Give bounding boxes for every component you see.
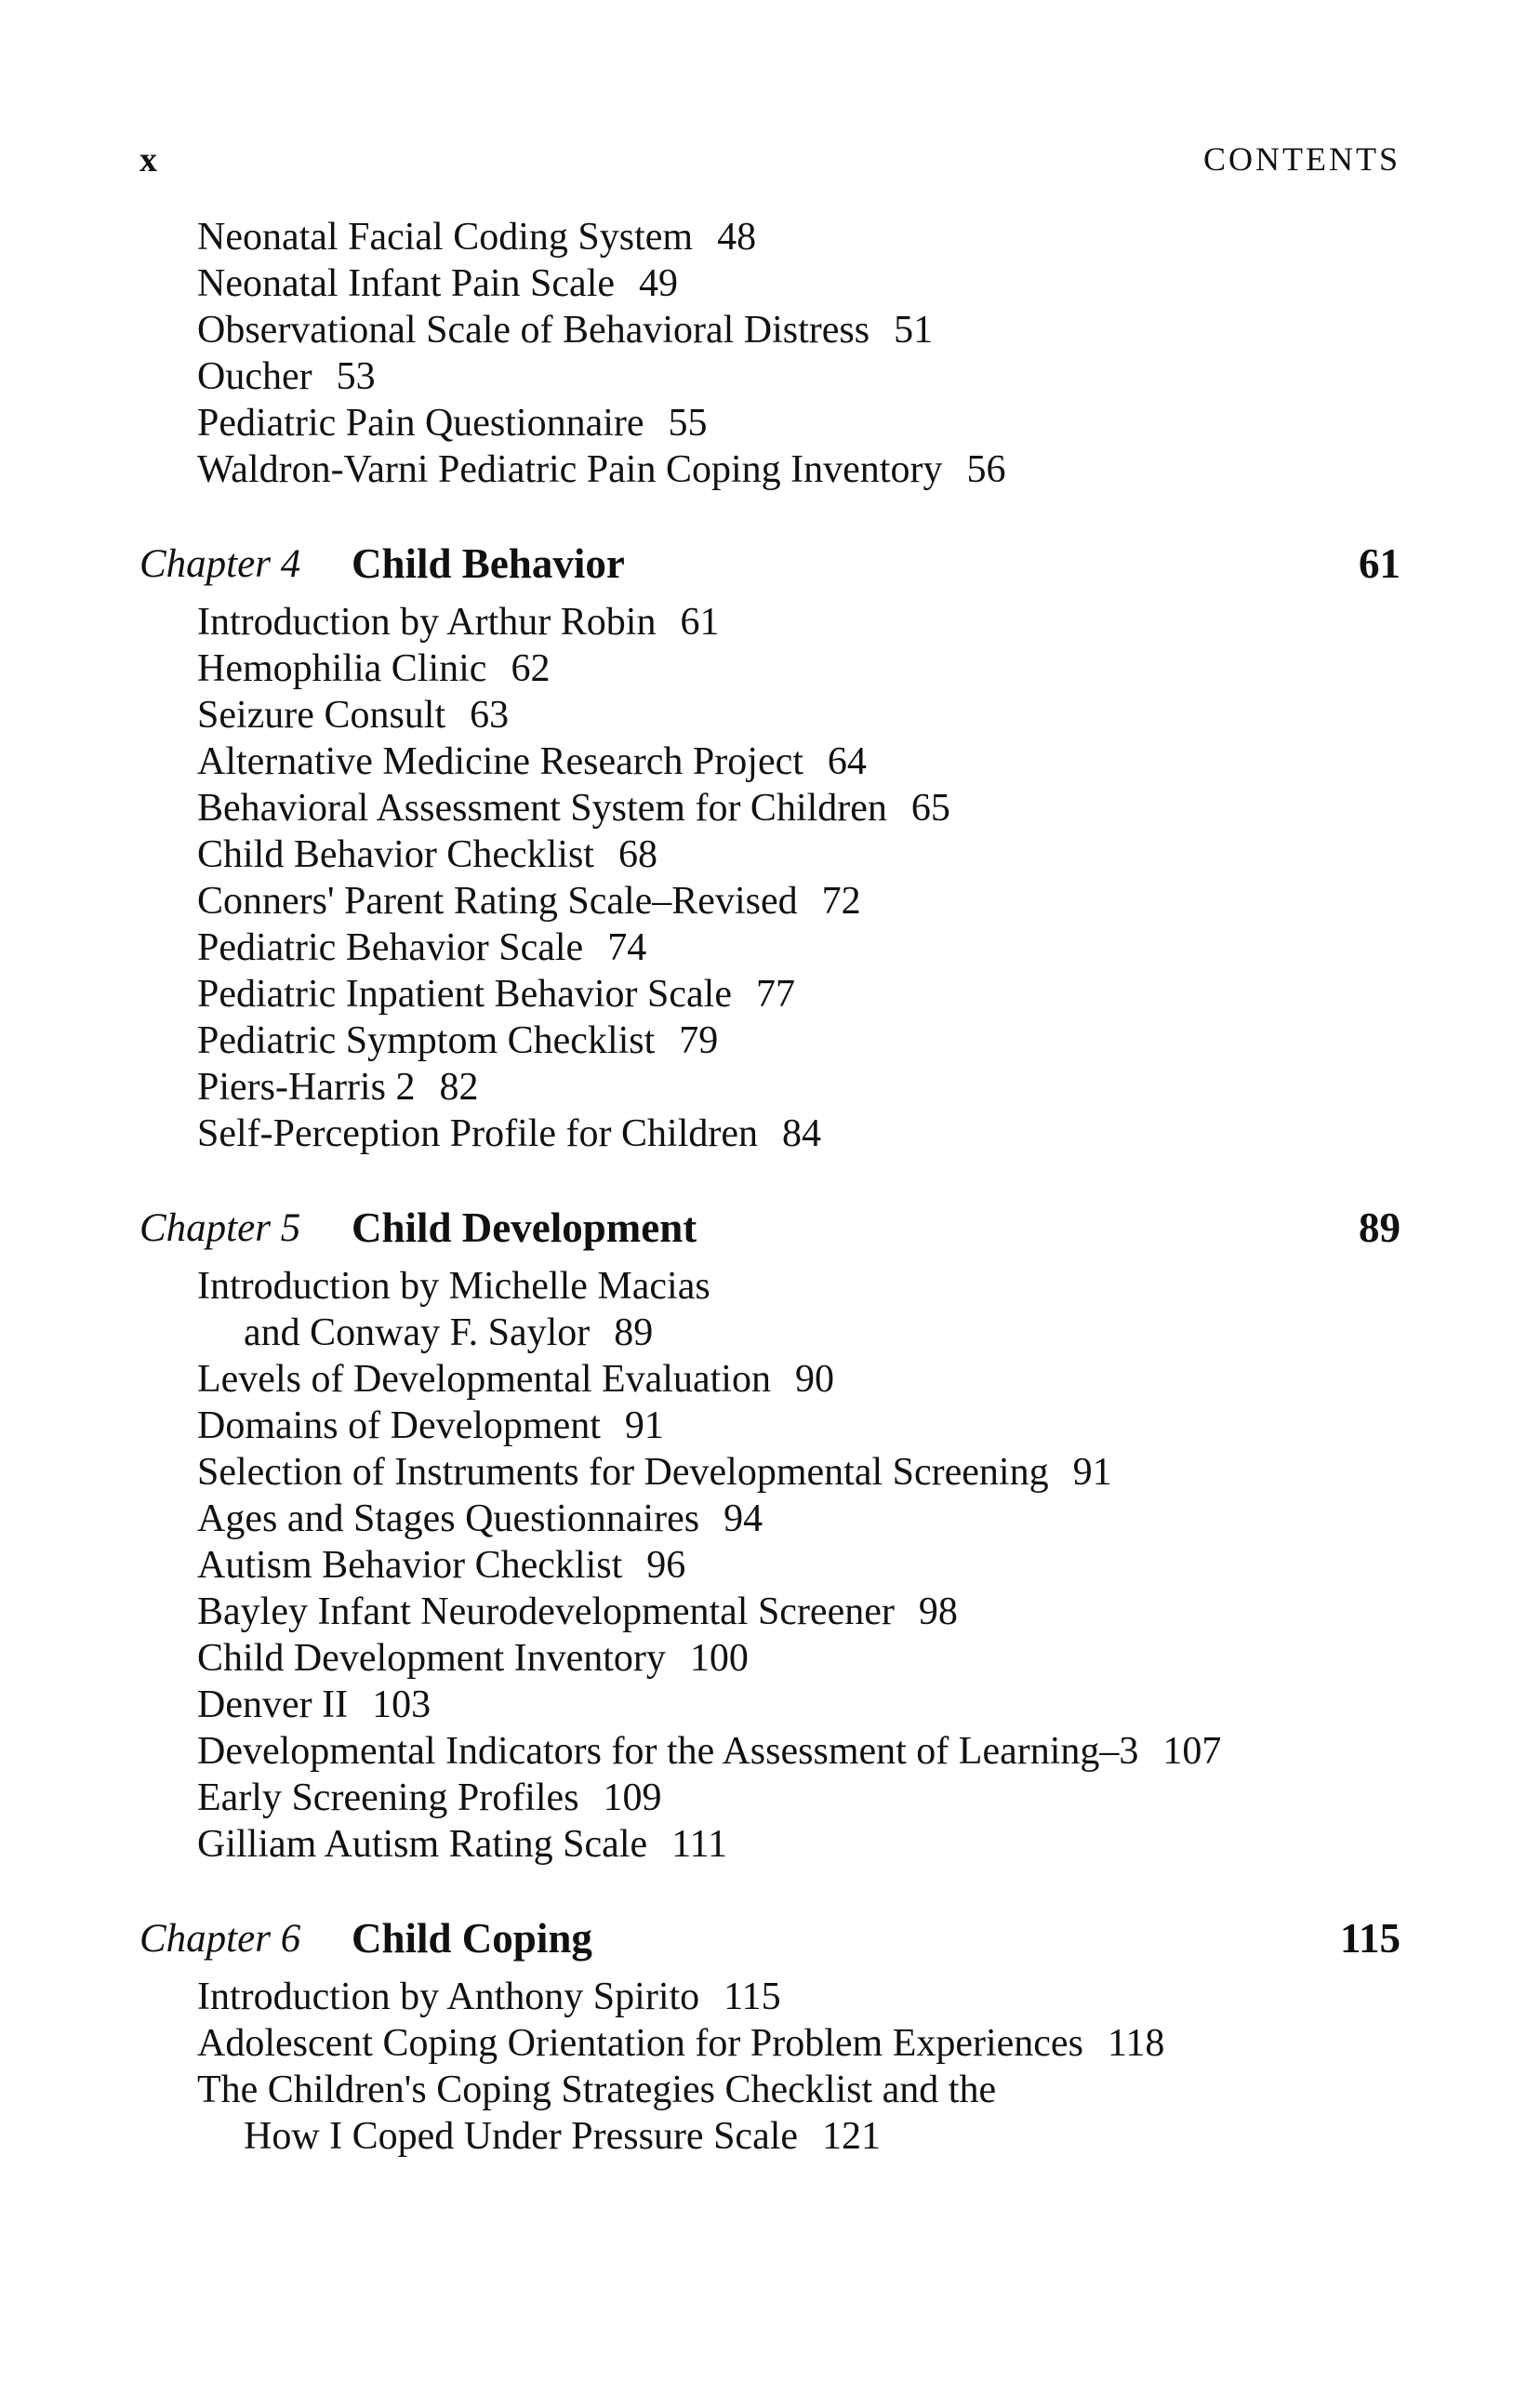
entry-page: 100 xyxy=(689,1637,749,1680)
entry-title: The Children's Coping Strategies Checklist and the xyxy=(197,2069,997,2111)
chapter-label: Chapter 6 xyxy=(139,1917,301,1961)
table-of-contents xyxy=(139,214,1401,2160)
entry-title: Neonatal Infant Pain Scale xyxy=(197,262,615,305)
toc-entry xyxy=(197,1263,1401,1356)
entry-title: Child Development Inventory xyxy=(197,1637,666,1680)
entry-title: Seizure Consult xyxy=(197,694,446,737)
toc-entry xyxy=(197,1728,1401,1775)
toc-entry xyxy=(197,260,1401,307)
entry-page: 63 xyxy=(470,694,510,737)
entry-page: 74 xyxy=(607,926,647,969)
toc-entry xyxy=(197,1821,1401,1868)
entry-title: Neonatal Facial Coding System xyxy=(197,216,694,259)
toc-entry xyxy=(197,1064,1401,1111)
entry-title: Pediatric Inpatient Behavior Scale xyxy=(197,973,732,1016)
entry-title: Piers-Harris 2 xyxy=(197,1066,416,1109)
entry-title: Pediatric Behavior Scale xyxy=(197,926,584,969)
toc-entry xyxy=(197,785,1401,831)
entry-title: Adolescent Coping Orientation for Problem Experiences xyxy=(197,2022,1083,2065)
entry-title: Selection of Instruments for Developmental Screening xyxy=(197,1451,1049,1494)
toc-entry xyxy=(197,971,1401,1018)
entry-title: Self-Perception Profile for Children xyxy=(197,1112,759,1155)
entry-title: Gilliam Autism Rating Scale xyxy=(197,1823,648,1866)
toc-entry xyxy=(197,1635,1401,1682)
toc-entry xyxy=(197,645,1401,692)
entry-page: 61 xyxy=(680,601,720,644)
chapter-label: Chapter 4 xyxy=(139,542,301,586)
entry-page: 79 xyxy=(679,1019,719,1062)
chapter-4-section xyxy=(139,536,1401,1157)
entry-title: Observational Scale of Behavioral Distress xyxy=(197,309,870,352)
entry-page: 107 xyxy=(1162,1730,1222,1773)
chapter-entry-list xyxy=(139,599,1401,1157)
chapter-heading xyxy=(139,536,1401,593)
chapter-title: Child Behavior xyxy=(352,540,625,587)
toc-entry xyxy=(197,2020,1401,2067)
chapter-heading xyxy=(139,1910,1401,1968)
toc-entry xyxy=(197,1682,1401,1728)
toc-entry xyxy=(197,1449,1401,1496)
entry-page: 94 xyxy=(724,1497,763,1540)
entry-page: 111 xyxy=(671,1823,728,1866)
toc-entry xyxy=(197,925,1401,971)
toc-entry xyxy=(197,353,1401,400)
entry-title: Denver II xyxy=(197,1683,349,1726)
entry-title: Hemophilia Clinic xyxy=(197,647,487,690)
chapter-page: 61 xyxy=(1359,540,1401,587)
entry-page: 115 xyxy=(724,1976,781,2018)
entry-title: Child Behavior Checklist xyxy=(197,833,594,876)
chapter-page: 89 xyxy=(1359,1204,1401,1251)
entry-page: 48 xyxy=(717,216,757,259)
entry-title-continued: How I Coped Under Pressure Scale xyxy=(244,2115,799,2158)
toc-entry xyxy=(197,2067,1401,2160)
toc-entry xyxy=(197,214,1401,260)
entry-page: 90 xyxy=(794,1358,834,1401)
entry-title: Domains of Development xyxy=(197,1404,601,1447)
entry-page: 77 xyxy=(755,973,795,1016)
entry-title: Levels of Developmental Evaluation xyxy=(197,1358,771,1401)
toc-entry xyxy=(197,307,1401,353)
entry-continuation xyxy=(197,2113,1401,2160)
running-head xyxy=(139,140,1401,186)
entry-page: 64 xyxy=(827,740,867,783)
entry-title: Autism Behavior Checklist xyxy=(197,1544,623,1587)
chapter-title: Child Development xyxy=(352,1204,697,1251)
entry-title-continued: and Conway F. Saylor xyxy=(244,1311,591,1354)
entry-page: 49 xyxy=(639,262,678,305)
toc-entry xyxy=(197,1403,1401,1449)
entry-page: 103 xyxy=(372,1683,431,1726)
entry-page: 68 xyxy=(617,833,657,876)
chapter-6-section xyxy=(139,1910,1401,2160)
entry-title: Oucher xyxy=(197,355,312,398)
toc-entry xyxy=(197,599,1401,645)
entry-title: Waldron-Varni Pediatric Pain Coping Inventory xyxy=(197,448,943,491)
entry-title: Introduction by Anthony Spirito xyxy=(197,1976,700,2018)
entry-page: 56 xyxy=(966,448,1006,491)
entry-title: Conners' Parent Rating Scale–Revised xyxy=(197,880,798,923)
toc-entry xyxy=(197,1589,1401,1635)
entry-title: Pediatric Pain Questionnaire xyxy=(197,402,644,445)
chapter-5-section xyxy=(139,1200,1401,1868)
toc-entry xyxy=(197,1496,1401,1542)
section-heading: CONTENTS xyxy=(1203,140,1401,178)
entry-title: Behavioral Assessment System for Children xyxy=(197,787,887,830)
toc-entry xyxy=(197,738,1401,785)
entry-title: Developmental Indicators for the Assessment of Learning–3 xyxy=(197,1730,1139,1773)
entry-page: 51 xyxy=(894,309,934,352)
toc-entry xyxy=(197,878,1401,925)
entry-page: 96 xyxy=(646,1544,686,1587)
toc-entry xyxy=(197,446,1401,493)
chapter-page: 115 xyxy=(1339,1915,1401,1962)
entry-title: Bayley Infant Neurodevelopmental Screener xyxy=(197,1590,895,1633)
chapter-label: Chapter 5 xyxy=(139,1206,301,1250)
page-folio: x xyxy=(139,140,157,180)
entry-page: 53 xyxy=(336,355,376,398)
entry-title: Introduction by Arthur Robin xyxy=(197,601,657,644)
toc-entry xyxy=(197,1018,1401,1064)
toc-entry xyxy=(197,1111,1401,1157)
chapter-title: Child Coping xyxy=(352,1915,592,1962)
toc-entry xyxy=(197,1542,1401,1589)
entry-page: 55 xyxy=(668,402,708,445)
entry-page: 118 xyxy=(1107,2022,1165,2065)
entry-page: 89 xyxy=(614,1311,654,1354)
chapter-heading xyxy=(139,1200,1401,1257)
entry-page: 84 xyxy=(782,1112,822,1155)
entry-page: 98 xyxy=(918,1590,958,1633)
chapter-entry-list xyxy=(139,1263,1401,1868)
entry-page: 72 xyxy=(821,880,861,923)
leading-entry-list xyxy=(139,214,1401,493)
entry-page: 65 xyxy=(910,787,950,830)
entry-page: 91 xyxy=(1072,1451,1112,1494)
entry-page: 82 xyxy=(439,1066,479,1109)
toc-entry xyxy=(197,400,1401,446)
toc-entry xyxy=(197,1775,1401,1821)
toc-entry xyxy=(197,1974,1401,2020)
entry-title: Pediatric Symptom Checklist xyxy=(197,1019,656,1062)
chapter-entry-list xyxy=(139,1974,1401,2160)
entry-continuation xyxy=(197,1310,1401,1356)
toc-entry xyxy=(197,831,1401,878)
entry-page: 109 xyxy=(603,1776,662,1819)
toc-entry xyxy=(197,1356,1401,1403)
entry-title: Early Screening Profiles xyxy=(197,1776,579,1819)
entry-title: Introduction by Michelle Macias xyxy=(197,1265,710,1308)
entry-page: 62 xyxy=(511,647,551,690)
entry-page: 121 xyxy=(822,2115,882,2158)
entry-page: 91 xyxy=(624,1404,664,1447)
entry-title: Ages and Stages Questionnaires xyxy=(197,1497,700,1540)
toc-entry xyxy=(197,692,1401,738)
entry-title: Alternative Medicine Research Project xyxy=(197,740,803,783)
